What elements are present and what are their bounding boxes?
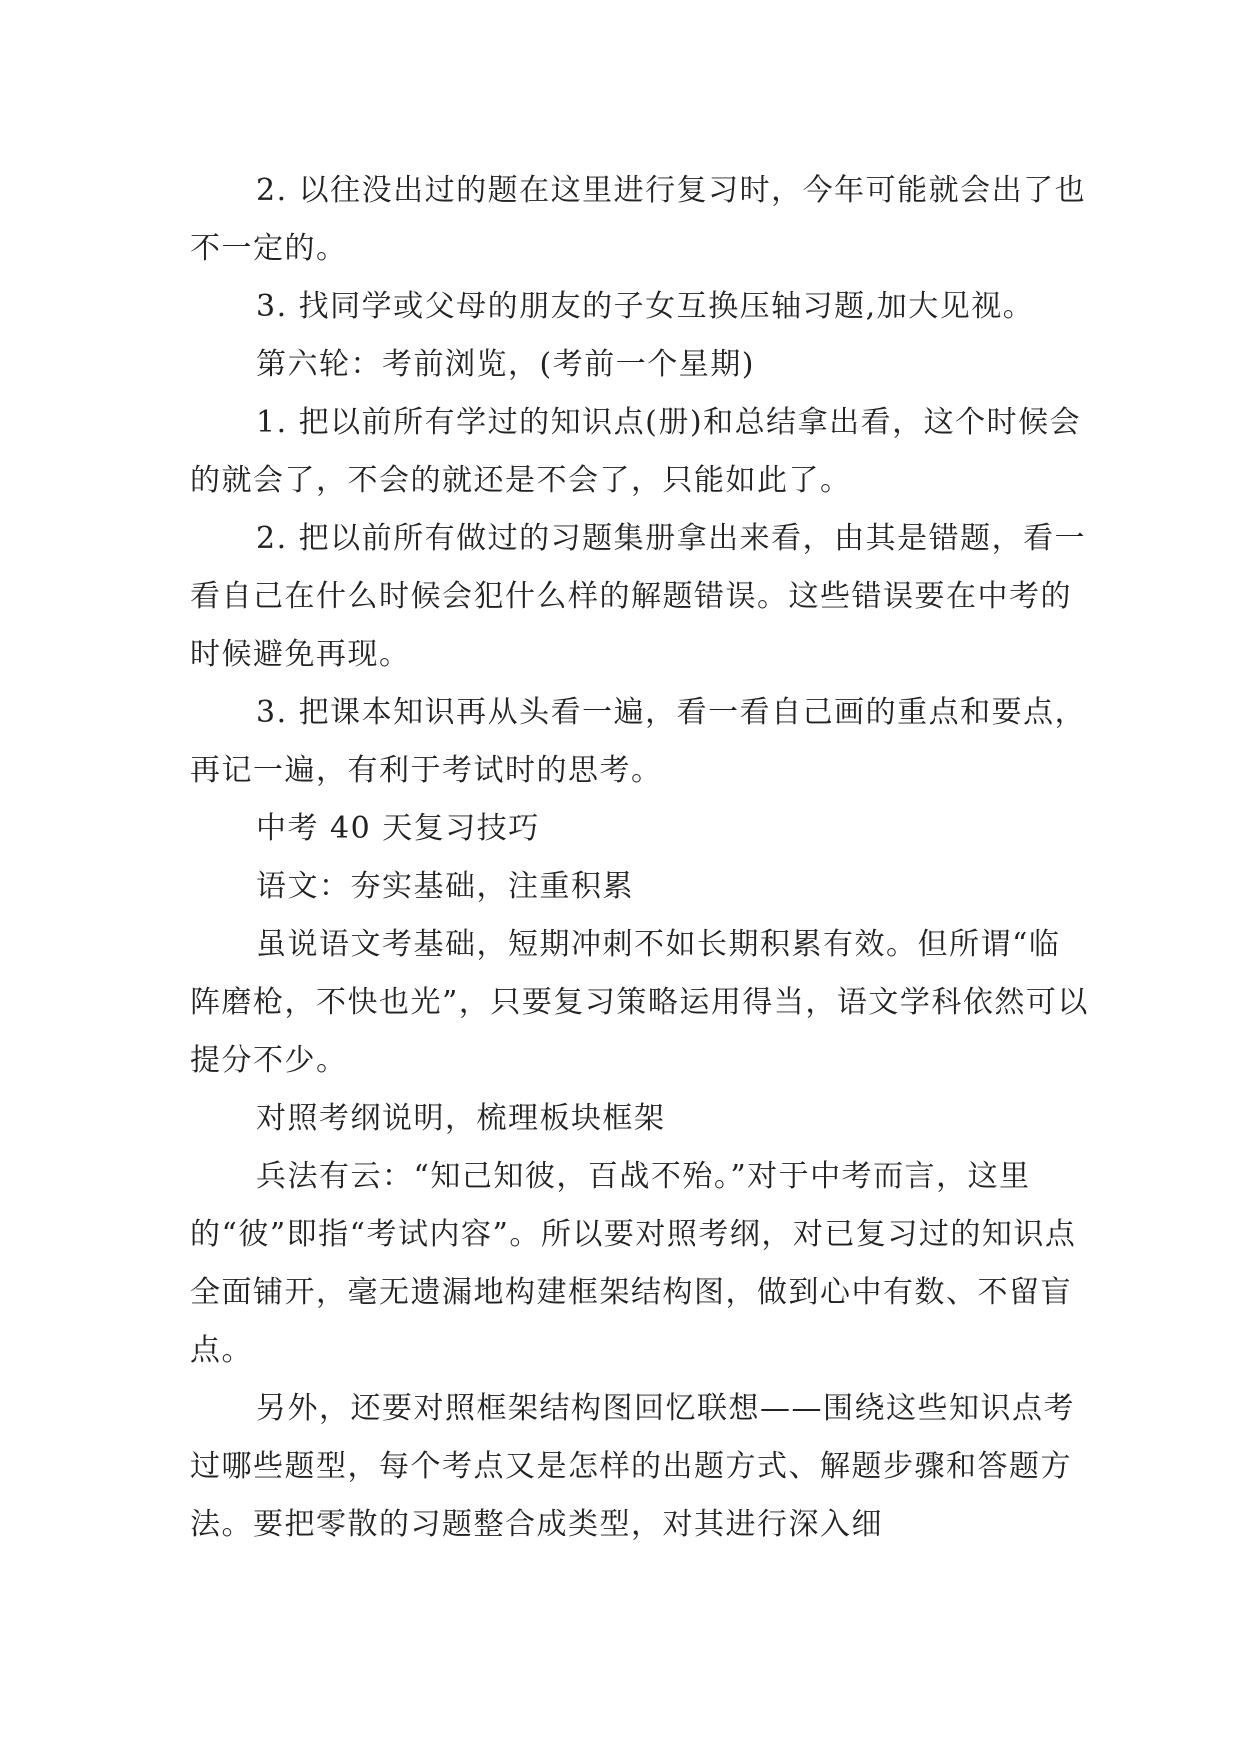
section-heading: 中考 40 天复习技巧 bbox=[256, 811, 540, 846]
paragraph: 2. 把以前所有做过的习题集册拿出来看，由其是错题，看一看自己在什么时候会犯什么样的解题错误。这些错误要在中考的时候避免再现。 bbox=[190, 521, 1087, 672]
paragraph: 3. 找同学或父母的朋友的子女互换压轴习题,加大见视。 bbox=[256, 289, 1035, 324]
paragraph: 兵法有云：“知己知彼，百战不殆。”对于中考而言，这里的“彼”即指“考试内容”。所以要对照考纲，对已复习过的知识点全面铺开，毫无遗漏地构建框架结构图，做到心中有数、不留盲点。 bbox=[190, 1159, 1077, 1368]
paragraph: 另外，还要对照框架结构图回忆联想——围绕这些知识点考过哪些题型，每个考点又是怎样的出题方式、解题步骤和答题方法。要把零散的习题整合成类型，对其进行深入细 bbox=[190, 1391, 1075, 1542]
paragraph: 虽说语文考基础，短期冲刺不如长期积累有效。但所谓“临阵磨枪，不快也光”，只要复习策略运用得当，语文学科依然可以提分不少。 bbox=[190, 927, 1089, 1078]
section-heading: 第六轮：考前浏览，(考前一个星期) bbox=[256, 347, 755, 382]
document-body bbox=[190, 162, 1090, 1554]
paragraph: 1. 把以前所有学过的知识点(册)和总结拿出看，这个时候会的就会了，不会的就还是不会了，只能如此了。 bbox=[190, 405, 1082, 498]
subsection-heading: 语文：夯实基础，注重积累 bbox=[256, 869, 634, 904]
subsection-heading: 对照考纲说明，梳理板块框架 bbox=[256, 1101, 666, 1136]
paragraph: 2. 以往没出过的题在这里进行复习时，今年可能就会出了也不一定的。 bbox=[190, 173, 1087, 266]
paragraph: 3. 把课本知识再从头看一遍，看一看自己画的重点和要点，再记一遍，有利于考试时的思考。 bbox=[190, 695, 1087, 788]
